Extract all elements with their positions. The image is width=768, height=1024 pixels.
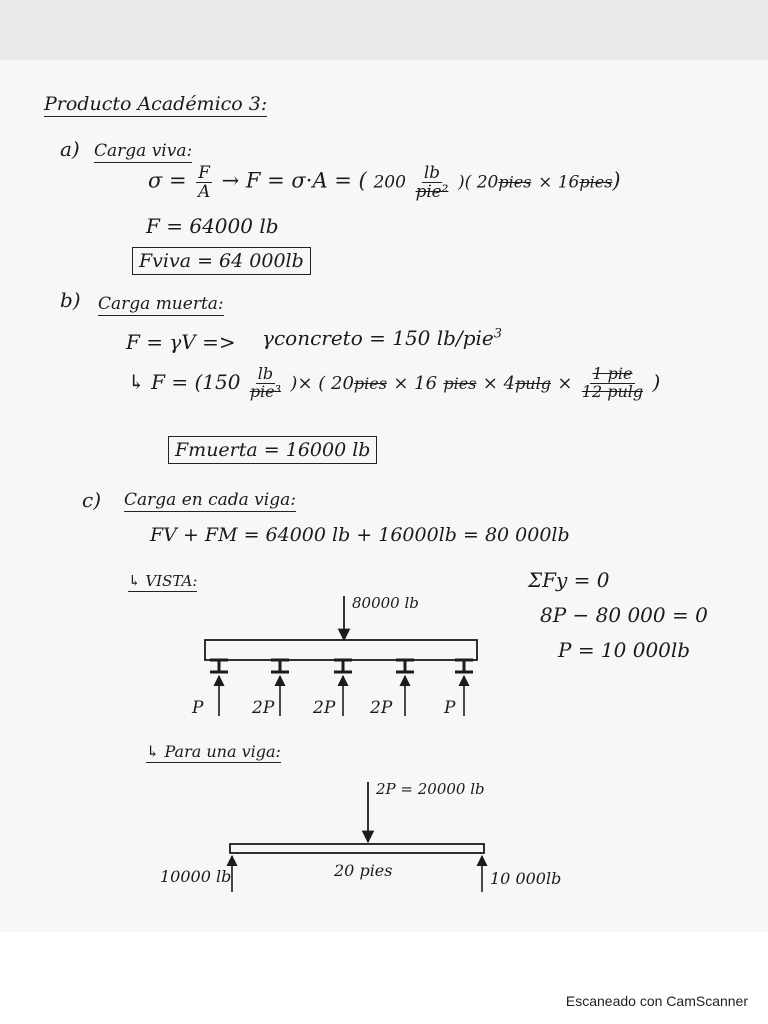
gamma-exponent: 3 [493,326,503,342]
eq-b2-conv-den: 12 pulg [581,381,644,401]
eq-a1-end: ) [612,168,621,193]
para-una-viga-label: ↳ Para una viga: [146,742,281,761]
section-c-label: c) [82,488,102,512]
eq-b2-conv-num: 1 pie [592,364,633,383]
eq-a1-rhs: → F = σ·A = ( [221,168,367,193]
eq-b2-times-3: × [557,372,573,394]
eq-a1-frac-den: A [198,180,211,201]
vista-diagram [191,594,477,718]
section-b-label: b) [60,288,81,312]
eq-p: P = 10 000lb [558,638,691,662]
single-beam [230,844,484,853]
support-label-2: 2P [252,698,275,718]
load-label-80000: 80000 lb [352,594,419,612]
section-a-label: a) [60,137,80,161]
single-beam-diagram [160,780,561,892]
eq-b2-pulg: pulg [515,373,551,393]
eq-a1-unit-den: pie² [415,180,449,201]
eq-b2-unit-den: pie³ [249,381,282,401]
eq-a1-unit-num: lb [423,162,441,182]
page-title: Producto Académico 3: [44,93,268,115]
viga-left-reaction-label: 10000 lb [160,867,232,886]
result-carga-muerta: Fmuerta = 16000 lb [168,436,377,464]
section-c-heading: Carga en cada viga: [124,490,296,510]
section-b-heading: Carga muerta: [98,294,224,314]
eq-b2-start: F = (150 [151,369,241,394]
support-label-1: P [192,698,204,718]
beam-section-1 [210,660,228,672]
section-a-heading: Carga viva: [94,141,193,161]
eq-a1-value: 200 [373,172,406,193]
eq-sum-fy: ΣFy = 0 [528,568,610,592]
beam-section-5 [455,660,473,672]
deck-slab [205,640,477,660]
eq-b2-unit-num: lb [257,364,274,383]
vista-label: ↳ VISTA: [128,572,198,590]
eq-b2-end: ) [652,369,661,394]
eq-a1-times: × 16 [538,172,580,193]
eq-b2-pies-2: pies [443,373,477,393]
eq-a1-frac-num: F [198,162,210,182]
eq-a1-pies-1: pies [498,172,532,192]
eq-a1-pies-2: pies [579,172,613,192]
arrow-corner-icon: ↳ [128,369,145,394]
eq-a2: F = 64000 lb [146,214,279,238]
support-label-3: 2P [313,698,336,718]
beam-section-3 [334,660,352,672]
eq-8p: 8P − 80 000 = 0 [540,603,708,627]
gamma-concreto: γconcreto = 150 lb/pie [262,326,494,350]
viga-load-label: 2P = 20000 lb [376,780,485,798]
support-label-4: 2P [370,698,393,718]
scanner-watermark: Escaneado con CamScanner [565,993,748,1009]
support-label-5: P [444,698,456,718]
beam-section-4 [396,660,414,672]
eq-b2-times-2: × 4 [482,372,516,394]
eq-a1-lhs: σ = [148,168,187,193]
beam-section-2 [271,660,289,672]
eq-b2-times: × 16 [393,372,438,394]
eq-b1: F = γV => [126,330,236,354]
eq-b2-mid: )× ( 20 [290,372,354,394]
result-carga-viva: Fviva = 64 000lb [132,247,311,275]
eq-a1-mid: )( 20 [458,172,499,193]
eq-b2-pies-1: pies [353,373,387,393]
eq-c1: FV + FM = 64000 lb + 16000lb = 80 000lb [150,524,570,546]
viga-span-label: 20 pies [334,861,393,880]
viga-right-reaction-label: 10 000lb [490,869,562,888]
